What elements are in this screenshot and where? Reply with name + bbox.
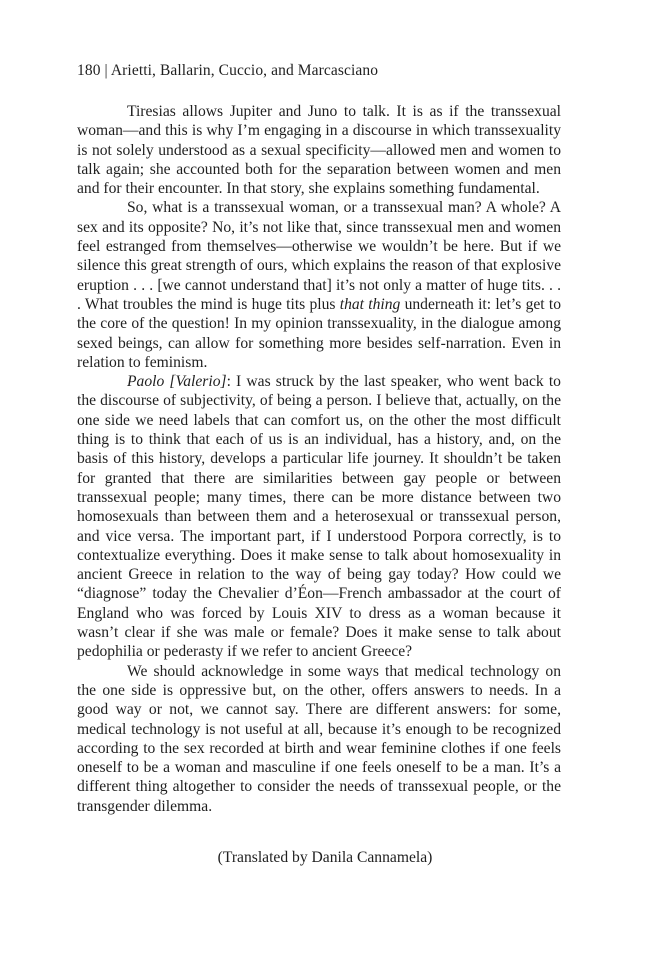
paragraph-text: So, what is a transsexual woman, or a transsexual man? A whole? A sex and its opposite? No, it’s not like that, since transsexual men and women feel estranged from themselves—otherwise we wouldn’t be here. But if we silence this great strength of ours, which explains the reason of that explosive eruption . . . [we cannot understand that] it’s not only a matter of huge tits. . . . What troubles the mind is huge tits plus	[77, 199, 561, 313]
author-names: Arietti, Ballarin, Cuccio, and Marcasciano	[110, 62, 379, 79]
body-text	[77, 102, 561, 816]
paragraph-paolo-valerio	[77, 372, 561, 661]
page-number: 180	[77, 62, 101, 79]
paragraph-medical-technology: We should acknowledge in some ways that medical technology on the one side is oppressive but, on the other, offers answers to needs. In a good way or not, we cannot say. There are different answers: for some, medical technology is not useful at all, because it’s enough to be recognized according to the sex recorded at birth and wear feminine clothes if one feels oneself to be a woman and masculine if one feels oneself to be a man. It’s a different thing altogether to consider the needs of transsexual people, or the transgender dilemma.	[77, 662, 561, 815]
paragraph-text: : I was struck by the last speaker, who went back to the discourse of subjectivity, of being a person. I believe that, actually, on the one side we need labels that can comfort us, on the other the most difficult thing is to think that each of us is an individual, has a history, and, on the basis of this history, develops a particular life journey. It shouldn’t be taken for granted that there are similarities between gay people or between transsexual people; many times, there can be more distance between two homosexuals than between them and a heterosexual or transsexual person, and vice versa. The important part, if I understood Porpora correctly, is to contextualize everything. Does it make sense to talk about homosexuality in ancient Greece in relation to the way of being gay today? How could we “diagnose” today the Chevalier d’Éon—French ambassador at the court of England who was forced by Louis XIV to dress as a woman because it wasn’t clear if she was male or female? Does it make sense to talk about pedophilia or pederasty if we refer to ancient Greece?	[77, 373, 561, 661]
paragraph-transsexual-woman	[77, 198, 561, 372]
emphasis-that-thing: that thing	[339, 295, 401, 313]
header-separator: |	[104, 62, 108, 79]
paragraph-tiresias: Tiresias allows Jupiter and Juno to talk. It is as if the transsexual woman—and this is why I’m engaging in a discourse in which transsexuality is not solely understood as a sexual specificity—allowed men and women to talk again; she accounted both for the separation between women and men and for their encounter. In that story, she explains something fundamental.	[77, 103, 561, 198]
translation-credit: (Translated by Danila Cannamela)	[217, 849, 433, 866]
paragraph-text: underneath it: let’s get to the core of the question! In my opinion transsexuality, in the dialogue among sexed beings, can allow for something more besides self-narration. Even in relation to feminism.	[77, 295, 562, 371]
running-head	[77, 62, 378, 80]
speaker-name: Paolo [Valerio]	[127, 373, 227, 391]
